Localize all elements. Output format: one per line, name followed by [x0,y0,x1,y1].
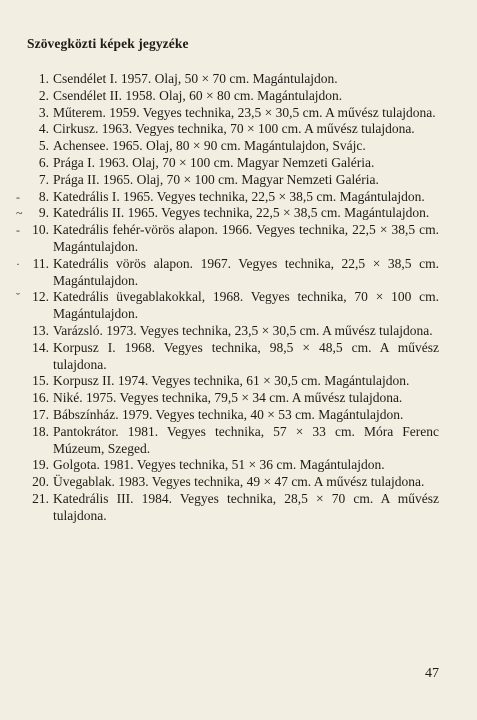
image-list [0,71,477,525]
item-number: 9. [38,205,49,221]
item-text: Bábszínház. 1979. Vegyes technika, 40 × 53 cm. Magántulajdon. [53,406,404,422]
margin-mark: - [16,189,20,204]
list-item [0,323,439,340]
item-number: 19. [32,457,49,473]
list-item [0,474,439,491]
item-text: Katedrális III. 1984. Vegyes technika, 28,5 × 70 cm. A művész tulajdona. [53,490,439,523]
item-text: Katedrális II. 1965. Vegyes technika, 22,5 × 38,5 cm. Magántulajdon. [53,205,430,221]
item-number: 3. [38,104,49,120]
list-item [0,172,439,189]
item-text: Katedrális I. 1965. Vegyes technika, 22,5 × 38,5 cm. Magántulajdon. [53,188,425,204]
item-number: 5. [38,138,49,154]
page-title: Szövegközti képek jegyzéke [27,36,189,51]
item-number: 10. [32,222,49,238]
item-number: 11. [32,255,49,271]
margin-mark: · [16,256,20,271]
item-text: Korpusz II. 1974. Vegyes technika, 61 × 30,5 cm. Magántulajdon. [53,373,410,389]
item-number: 4. [38,121,49,137]
list-item [0,491,439,525]
margin-mark: ~ [16,206,23,221]
list-item [0,205,439,222]
item-number: 13. [32,322,49,338]
item-number: 16. [32,390,49,406]
item-text: Golgota. 1981. Vegyes technika, 51 × 36 cm. Magántulajdon. [53,457,385,473]
item-number: 12. [32,289,49,305]
list-item [0,390,439,407]
item-text: Varázsló. 1973. Vegyes technika, 23,5 × 30,5 cm. A művész tulajdona. [53,322,433,338]
item-number: 21. [32,490,49,506]
page-number: 47 [425,666,439,681]
list-item [0,189,439,206]
list-item [0,424,439,458]
item-text: Prága I. 1963. Olaj, 70 × 100 cm. Magyar Nemzeti Galéria. [53,154,375,170]
list-item [0,373,439,390]
item-number: 15. [32,373,49,389]
margin-mark: ˘ [16,290,20,305]
list-item [0,457,439,474]
item-number: 8. [38,188,49,204]
item-text: Prága II. 1965. Olaj, 70 × 100 cm. Magyar Nemzeti Galéria. [53,171,379,187]
list-item [0,256,439,290]
item-number: 2. [38,87,49,103]
item-number: 18. [32,423,49,439]
item-text: Műterem. 1959. Vegyes technika, 23,5 × 30,5 cm. A művész tulajdona. [53,104,436,120]
list-item [0,340,439,374]
item-text: Achensee. 1965. Olaj, 80 × 90 cm. Magántulajdon, Svájc. [53,138,366,154]
item-text: Cirkusz. 1963. Vegyes technika, 70 × 100 cm. A művész tulajdona. [53,121,415,137]
item-number: 6. [38,154,49,170]
item-number: 1. [38,71,49,86]
list-item [0,121,439,138]
item-text: Katedrális fehér-vörös alapon. 1966. Vegyes technika, 22,5 × 38,5 cm. Magántulajdon. [53,222,439,254]
item-text: Katedrális vörös alapon. 1967. Vegyes technika, 22,5 × 38,5 cm. Magántulajdon. [53,255,439,288]
item-text: Üvegablak. 1983. Vegyes technika, 49 × 47 cm. A művész tulajdona. [53,474,425,490]
item-text: Csendélet II. 1958. Olaj, 60 × 80 cm. Magántulajdon. [53,87,343,103]
item-text: Korpusz I. 1968. Vegyes technika, 98,5 × 48,5 cm. A művész tulajdona. [53,339,439,372]
list-item [0,88,439,105]
list-item [0,105,439,122]
item-text: Katedrális üvegablakokkal, 1968. Vegyes technika, 70 × 100 cm. Magántulajdon. [53,289,439,322]
list-item [0,138,439,155]
list-item [0,222,439,256]
list-item [0,407,439,424]
list-item [0,289,439,323]
item-number: 17. [32,406,49,422]
item-number: 14. [32,339,49,355]
list-item [0,155,439,172]
item-text: Csendélet I. 1957. Olaj, 50 × 70 cm. Magántulajdon. [53,71,338,86]
item-number: 7. [38,171,49,187]
item-text: Niké. 1975. Vegyes technika, 79,5 × 34 cm. A művész tulajdona. [53,390,403,406]
margin-mark: - [16,223,20,238]
list-item [0,71,439,88]
item-number: 20. [32,474,49,490]
item-text: Pantokrátor. 1981. Vegyes technika, 57 × 33 cm. Móra Ferenc Múzeum, Szeged. [53,423,439,456]
